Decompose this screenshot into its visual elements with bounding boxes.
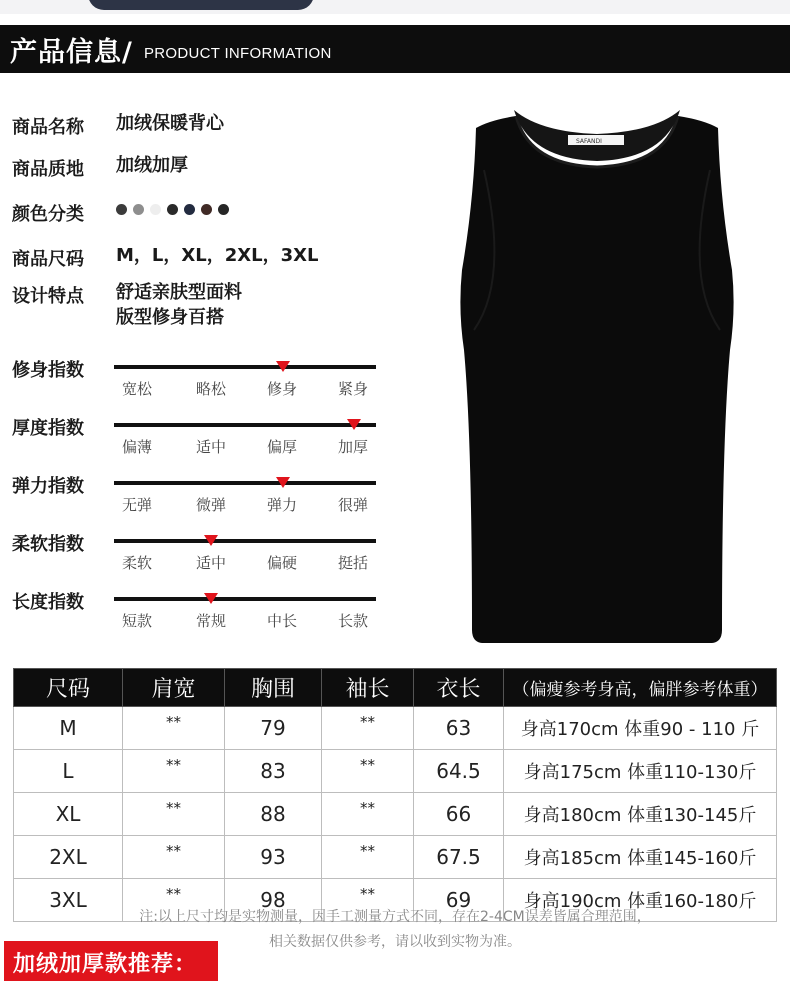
table-cell: 2XL [14, 836, 123, 879]
index-option: 短款 [122, 612, 153, 630]
table-cell: 身高180cm 体重130-145斤 [504, 793, 777, 836]
index-option: 柔软 [122, 554, 153, 572]
index-marker-icon [204, 593, 218, 604]
recommend-label: 加绒加厚款推荐： [13, 952, 198, 977]
color-swatch[interactable] [133, 204, 144, 215]
table-cell: 63 [414, 707, 504, 750]
index-marker-icon [347, 419, 361, 430]
table-cell: 身高175cm 体重110-130斤 [504, 750, 777, 793]
index-option: 修身 [267, 380, 298, 398]
table-cell: XL [14, 793, 123, 836]
recommend-banner [4, 941, 218, 981]
index-label: 柔软指数 [12, 534, 84, 555]
index-option: 适中 [196, 438, 227, 456]
index-option: 紧身 [338, 380, 369, 398]
index-label: 长度指数 [12, 592, 84, 613]
size-table [13, 668, 777, 922]
section-title-en: PRODUCT INFORMATION [144, 45, 332, 62]
table-cell: 67.5 [414, 836, 504, 879]
index-marker-icon [276, 477, 290, 488]
index-label: 厚度指数 [12, 418, 84, 439]
size-value: M，L，XL，2XL，3XL [116, 245, 319, 266]
design-line-1: 舒适亲肤型面料 [116, 282, 242, 303]
index-option: 偏厚 [267, 438, 298, 456]
index-marker-icon [204, 535, 218, 546]
design-line-2: 版型修身百搭 [116, 307, 224, 328]
index-option: 略松 [196, 380, 227, 398]
product-name-label: 商品名称 [12, 117, 84, 138]
col-reference: （偏瘦参考身高，偏胖参考体重） [504, 669, 777, 707]
index-marker-icon [276, 361, 290, 372]
table-row [14, 750, 777, 793]
index-option: 中长 [267, 612, 298, 630]
table-cell: 93 [225, 836, 322, 879]
table-cell: L [14, 750, 123, 793]
index-option: 偏薄 [122, 438, 153, 456]
index-option: 偏硬 [267, 554, 298, 572]
index-option: 无弹 [122, 496, 153, 514]
measurement-note: 注:以上尺寸均是实物测量，因手工测量方式不同，存在2-4CM误差皆属合理范围， [139, 909, 651, 925]
color-swatch[interactable] [201, 204, 212, 215]
index-scale-line [114, 539, 376, 543]
size-label: 商品尺码 [12, 249, 84, 270]
table-cell: 88 [225, 793, 322, 836]
table-row [14, 707, 777, 750]
table-row [14, 836, 777, 879]
material-label: 商品质地 [12, 159, 84, 180]
index-option: 宽松 [122, 380, 153, 398]
index-option: 加厚 [338, 438, 369, 456]
color-swatch[interactable] [167, 204, 178, 215]
table-cell: 66 [414, 793, 504, 836]
previous-garment-edge [88, 0, 314, 10]
black-tank-top-image [454, 110, 740, 646]
col-length: 衣长 [414, 669, 504, 707]
table-cell: ** [322, 750, 414, 793]
color-swatch[interactable] [150, 204, 161, 215]
table-row [14, 793, 777, 836]
table-cell: ** [322, 793, 414, 836]
index-option: 常规 [196, 612, 227, 630]
table-cell: ** [123, 793, 225, 836]
index-option: 适中 [196, 554, 227, 572]
index-label: 弹力指数 [12, 476, 84, 497]
index-scale-line [114, 481, 376, 485]
index-scale-line [114, 365, 376, 369]
index-option: 长款 [338, 612, 369, 630]
table-cell: ** [123, 879, 225, 922]
design-label: 设计特点 [12, 286, 84, 307]
col-sleeve: 袖长 [322, 669, 414, 707]
section-title-cn: 产品信息/ [10, 37, 133, 68]
table-cell: 身高170cm 体重90 - 110 斤 [504, 707, 777, 750]
product-name-value: 加绒保暖背心 [116, 113, 224, 134]
table-cell: M [14, 707, 123, 750]
col-shoulder: 肩宽 [123, 669, 225, 707]
index-option: 微弹 [196, 496, 227, 514]
size-table-header [14, 669, 777, 707]
index-option: 弹力 [267, 496, 298, 514]
index-option: 挺括 [338, 554, 369, 572]
table-cell: ** [123, 836, 225, 879]
table-cell: 79 [225, 707, 322, 750]
index-label: 修身指数 [12, 360, 84, 381]
table-cell: ** [123, 750, 225, 793]
table-cell: 身高185cm 体重145-160斤 [504, 836, 777, 879]
top-image-strip [0, 0, 790, 14]
measurement-note-2: 相关数据仅供参考，请以收到实物为准。 [269, 934, 521, 950]
index-option: 很弹 [338, 496, 369, 514]
index-scale-line [114, 597, 376, 601]
neck-tag-text: SAFANDI [576, 138, 602, 145]
table-cell: 3XL [14, 879, 123, 922]
col-chest: 胸围 [225, 669, 322, 707]
table-cell: 69 [414, 879, 504, 922]
color-swatch[interactable] [184, 204, 195, 215]
table-cell: ** [322, 707, 414, 750]
table-cell: ** [322, 836, 414, 879]
table-cell: ** [322, 879, 414, 922]
index-scale-line [114, 423, 376, 427]
color-swatch[interactable] [218, 204, 229, 215]
table-cell: 64.5 [414, 750, 504, 793]
color-swatch[interactable] [116, 204, 127, 215]
table-cell: ** [123, 707, 225, 750]
table-cell: 身高190cm 体重160-180斤 [504, 879, 777, 922]
col-size: 尺码 [14, 669, 123, 707]
color-label: 颜色分类 [12, 204, 84, 225]
material-value: 加绒加厚 [116, 155, 188, 176]
table-cell: 98 [225, 879, 322, 922]
table-cell: 83 [225, 750, 322, 793]
